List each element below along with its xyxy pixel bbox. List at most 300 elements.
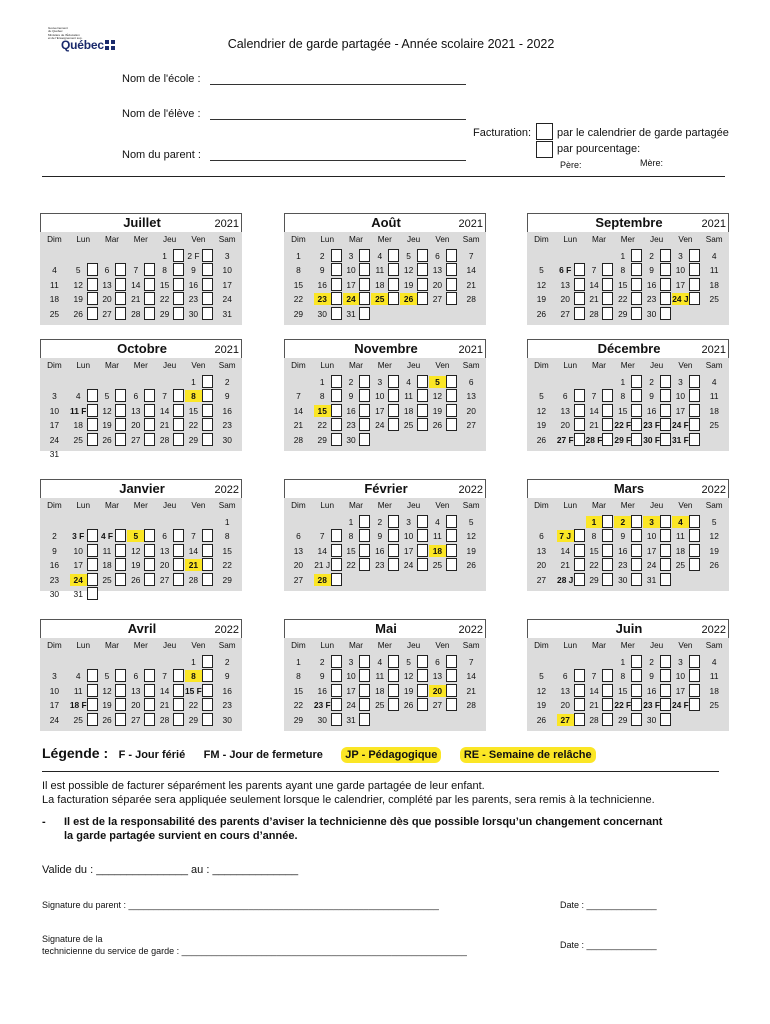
day-checkbox[interactable]	[359, 249, 370, 262]
day-checkbox[interactable]	[87, 389, 98, 402]
day-checkbox[interactable]	[689, 684, 700, 697]
day-checkbox[interactable]	[331, 544, 342, 557]
day-checkbox[interactable]	[87, 292, 98, 305]
day-checkbox[interactable]	[631, 292, 642, 305]
day-checkbox[interactable]	[631, 558, 642, 571]
day-checkbox[interactable]	[689, 404, 700, 417]
day-checkbox[interactable]	[173, 263, 184, 276]
day-checkbox[interactable]	[631, 375, 642, 388]
validity-field[interactable]: Valide du : _______________ au : ______________	[42, 864, 299, 876]
day-checkbox[interactable]	[574, 389, 585, 402]
day-cell	[314, 684, 331, 697]
student-field[interactable]	[210, 119, 466, 120]
month-year: 2021	[701, 218, 726, 230]
day-checkbox[interactable]	[359, 544, 370, 557]
day-checkbox[interactable]	[602, 698, 613, 711]
day-checkbox[interactable]	[689, 669, 700, 682]
day-checkbox[interactable]	[202, 263, 213, 276]
day-checkbox[interactable]	[173, 249, 184, 262]
day-checkbox[interactable]	[574, 529, 585, 542]
day-checkbox[interactable]	[359, 389, 370, 402]
day-checkbox[interactable]	[87, 573, 98, 586]
day-checkbox[interactable]	[144, 263, 155, 276]
day-checkbox[interactable]	[446, 544, 457, 557]
day-checkbox[interactable]	[574, 558, 585, 571]
parent-signature-field[interactable]: Signature du parent : ______________________________________________________________	[42, 900, 439, 910]
day-checkbox[interactable]	[388, 515, 399, 528]
day-checkbox[interactable]	[388, 529, 399, 542]
day-checkbox[interactable]	[87, 404, 98, 417]
day-checkbox[interactable]	[144, 433, 155, 446]
day-checkbox[interactable]	[115, 307, 126, 320]
day-number: 10	[346, 671, 356, 682]
day-checkbox[interactable]	[87, 684, 98, 697]
day-checkbox[interactable]	[202, 249, 213, 262]
day-checkbox[interactable]	[689, 698, 700, 711]
day-checkbox[interactable]	[331, 389, 342, 402]
day-checkbox[interactable]	[660, 389, 671, 402]
day-checkbox[interactable]	[115, 713, 126, 726]
day-checkbox[interactable]	[574, 292, 585, 305]
day-checkbox[interactable]	[359, 669, 370, 682]
day-checkbox[interactable]	[87, 529, 98, 542]
day-checkbox[interactable]	[574, 669, 585, 682]
day-checkbox[interactable]	[631, 515, 642, 528]
day-checkbox[interactable]	[202, 544, 213, 557]
day-checkbox[interactable]	[660, 713, 671, 726]
day-checkbox[interactable]	[660, 544, 671, 557]
day-checkbox[interactable]	[446, 249, 457, 262]
day-checkbox[interactable]	[446, 404, 457, 417]
day-cell	[214, 515, 241, 528]
day-checkbox[interactable]	[331, 375, 342, 388]
day-checkbox[interactable]	[202, 558, 213, 571]
day-checkbox[interactable]	[602, 404, 613, 417]
day-checkbox[interactable]	[173, 433, 184, 446]
day-checkbox[interactable]	[689, 655, 700, 668]
weekday-label: Mar	[348, 641, 364, 650]
day-checkbox[interactable]	[388, 389, 399, 402]
day-checkbox[interactable]	[388, 684, 399, 697]
day-number: 5	[539, 671, 544, 682]
day-checkbox[interactable]	[689, 558, 700, 571]
day-number: 22	[317, 420, 327, 431]
day-checkbox[interactable]	[359, 684, 370, 697]
day-checkbox[interactable]	[115, 433, 126, 446]
day-checkbox[interactable]	[602, 292, 613, 305]
day-checkbox[interactable]	[115, 418, 126, 431]
day-checkbox[interactable]	[87, 587, 98, 600]
tech-date-field[interactable]: Date : ______________	[560, 940, 657, 950]
day-number: 30	[646, 714, 657, 725]
day-checkbox[interactable]	[202, 404, 213, 417]
month-year: 2021	[701, 344, 726, 356]
day-checkbox[interactable]	[331, 292, 342, 305]
day-checkbox[interactable]	[115, 684, 126, 697]
day-checkbox[interactable]	[87, 307, 98, 320]
day-checkbox[interactable]	[144, 307, 155, 320]
day-number: 22 F	[614, 420, 632, 431]
day-checkbox[interactable]	[631, 544, 642, 557]
day-cell	[371, 529, 388, 542]
day-checkbox[interactable]	[602, 263, 613, 276]
day-checkbox[interactable]	[144, 573, 155, 586]
day-checkbox[interactable]	[660, 698, 671, 711]
day-checkbox[interactable]	[202, 684, 213, 697]
day-checkbox[interactable]	[574, 713, 585, 726]
day-checkbox[interactable]	[689, 529, 700, 542]
day-checkbox[interactable]	[87, 263, 98, 276]
day-checkbox[interactable]	[602, 433, 613, 446]
day-checkbox[interactable]	[689, 544, 700, 557]
day-checkbox[interactable]	[660, 433, 671, 446]
day-number: 19	[73, 294, 83, 305]
day-checkbox[interactable]	[660, 307, 671, 320]
day-checkbox[interactable]	[331, 404, 342, 417]
day-checkbox[interactable]	[689, 292, 700, 305]
day-checkbox[interactable]	[202, 669, 213, 682]
day-checkbox[interactable]	[660, 278, 671, 291]
day-checkbox[interactable]	[331, 684, 342, 697]
day-checkbox[interactable]	[602, 278, 613, 291]
day-checkbox[interactable]	[359, 433, 370, 446]
day-checkbox[interactable]	[359, 515, 370, 528]
day-checkbox[interactable]	[417, 684, 428, 697]
day-checkbox[interactable]	[417, 669, 428, 682]
day-checkbox[interactable]	[202, 278, 213, 291]
day-checkbox[interactable]	[87, 544, 98, 557]
day-checkbox[interactable]	[660, 573, 671, 586]
day-checkbox[interactable]	[602, 418, 613, 431]
day-checkbox[interactable]	[173, 698, 184, 711]
day-checkbox[interactable]	[574, 404, 585, 417]
day-checkbox[interactable]	[202, 389, 213, 402]
day-checkbox[interactable]	[359, 655, 370, 668]
day-checkbox[interactable]	[359, 375, 370, 388]
day-checkbox[interactable]	[331, 263, 342, 276]
day-checkbox[interactable]	[173, 389, 184, 402]
day-checkbox[interactable]	[202, 418, 213, 431]
day-checkbox[interactable]	[446, 529, 457, 542]
billing-percent-checkbox[interactable]	[536, 141, 553, 158]
parent-field[interactable]	[210, 160, 466, 161]
day-checkbox[interactable]	[689, 418, 700, 431]
day-checkbox[interactable]	[202, 529, 213, 542]
day-checkbox[interactable]	[574, 263, 585, 276]
day-checkbox[interactable]	[388, 655, 399, 668]
day-checkbox[interactable]	[359, 418, 370, 431]
weekday-label: Lun	[320, 641, 335, 650]
day-checkbox[interactable]	[388, 249, 399, 262]
day-checkbox[interactable]	[689, 515, 700, 528]
day-checkbox[interactable]	[446, 558, 457, 571]
day-checkbox[interactable]	[115, 529, 126, 542]
day-number: 4 F	[100, 531, 114, 542]
day-checkbox[interactable]	[173, 684, 184, 697]
day-checkbox[interactable]	[87, 698, 98, 711]
day-checkbox[interactable]	[331, 307, 342, 320]
day-checkbox[interactable]	[359, 307, 370, 320]
day-checkbox[interactable]	[202, 433, 213, 446]
day-checkbox[interactable]	[331, 713, 342, 726]
day-checkbox[interactable]	[388, 292, 399, 305]
day-checkbox[interactable]	[602, 529, 613, 542]
day-checkbox[interactable]	[660, 669, 671, 682]
day-checkbox[interactable]	[631, 698, 642, 711]
day-checkbox[interactable]	[388, 698, 399, 711]
day-checkbox[interactable]	[115, 292, 126, 305]
day-checkbox[interactable]	[417, 404, 428, 417]
day-checkbox[interactable]	[359, 292, 370, 305]
billing-calendar-checkbox[interactable]	[536, 123, 553, 140]
day-checkbox[interactable]	[602, 544, 613, 557]
day-checkbox[interactable]	[173, 292, 184, 305]
day-checkbox[interactable]	[173, 307, 184, 320]
day-checkbox[interactable]	[359, 263, 370, 276]
day-checkbox[interactable]	[173, 278, 184, 291]
day-checkbox[interactable]	[173, 529, 184, 542]
day-checkbox[interactable]	[446, 418, 457, 431]
day-checkbox[interactable]	[115, 278, 126, 291]
day-checkbox[interactable]	[446, 655, 457, 668]
day-checkbox[interactable]	[331, 573, 342, 586]
day-checkbox[interactable]	[115, 558, 126, 571]
day-checkbox[interactable]	[602, 307, 613, 320]
day-checkbox[interactable]	[631, 278, 642, 291]
day-checkbox[interactable]	[202, 713, 213, 726]
day-checkbox[interactable]	[631, 529, 642, 542]
day-checkbox[interactable]	[417, 558, 428, 571]
day-checkbox[interactable]	[359, 278, 370, 291]
day-checkbox[interactable]	[115, 544, 126, 557]
day-checkbox[interactable]	[144, 418, 155, 431]
day-checkbox[interactable]	[689, 389, 700, 402]
day-checkbox[interactable]	[202, 573, 213, 586]
day-checkbox[interactable]	[331, 418, 342, 431]
day-number: 13	[131, 405, 141, 416]
parent-date-field[interactable]: Date : ______________	[560, 900, 657, 910]
day-checkbox[interactable]	[173, 544, 184, 557]
day-checkbox[interactable]	[689, 278, 700, 291]
day-checkbox[interactable]	[446, 669, 457, 682]
day-checkbox[interactable]	[144, 278, 155, 291]
day-checkbox[interactable]	[660, 418, 671, 431]
day-cell	[458, 292, 485, 305]
day-checkbox[interactable]	[631, 307, 642, 320]
day-checkbox[interactable]	[446, 278, 457, 291]
day-checkbox[interactable]	[388, 278, 399, 291]
tech-signature-field[interactable]: technicienne du service de garde : _________________________________________________________	[42, 946, 467, 956]
day-checkbox[interactable]	[331, 529, 342, 542]
day-checkbox[interactable]	[417, 698, 428, 711]
day-checkbox[interactable]	[144, 669, 155, 682]
day-checkbox[interactable]	[173, 669, 184, 682]
day-checkbox[interactable]	[417, 292, 428, 305]
day-checkbox[interactable]	[631, 573, 642, 586]
day-checkbox[interactable]	[144, 698, 155, 711]
day-number: 15	[188, 405, 199, 416]
day-checkbox[interactable]	[602, 558, 613, 571]
day-checkbox[interactable]	[331, 433, 342, 446]
day-checkbox[interactable]	[144, 404, 155, 417]
day-checkbox[interactable]	[202, 307, 213, 320]
day-number: 10	[73, 545, 83, 556]
day-checkbox[interactable]	[602, 389, 613, 402]
day-checkbox[interactable]	[574, 698, 585, 711]
day-checkbox[interactable]	[631, 669, 642, 682]
day-checkbox[interactable]	[87, 669, 98, 682]
day-checkbox[interactable]	[446, 684, 457, 697]
day-checkbox[interactable]	[202, 375, 213, 388]
day-number: 17	[675, 405, 686, 416]
day-checkbox[interactable]	[574, 573, 585, 586]
day-checkbox[interactable]	[173, 573, 184, 586]
day-number: 6	[562, 391, 568, 402]
day-number: 20	[131, 420, 141, 431]
day-checkbox[interactable]	[331, 698, 342, 711]
day-checkbox[interactable]	[689, 249, 700, 262]
day-checkbox[interactable]	[417, 375, 428, 388]
weekday-label: Dim	[291, 641, 306, 650]
school-field[interactable]	[210, 84, 466, 85]
day-checkbox[interactable]	[446, 698, 457, 711]
day-checkbox[interactable]	[87, 558, 98, 571]
day-checkbox[interactable]	[115, 573, 126, 586]
day-checkbox[interactable]	[417, 655, 428, 668]
day-cell	[614, 713, 631, 726]
day-checkbox[interactable]	[417, 529, 428, 542]
day-checkbox[interactable]	[115, 698, 126, 711]
day-checkbox[interactable]	[417, 515, 428, 528]
day-checkbox[interactable]	[115, 389, 126, 402]
day-checkbox[interactable]	[388, 544, 399, 557]
day-checkbox[interactable]	[115, 669, 126, 682]
day-checkbox[interactable]	[417, 418, 428, 431]
day-checkbox[interactable]	[144, 684, 155, 697]
day-checkbox[interactable]	[602, 713, 613, 726]
day-checkbox[interactable]	[115, 404, 126, 417]
day-checkbox[interactable]	[144, 713, 155, 726]
day-checkbox[interactable]	[202, 655, 213, 668]
day-checkbox[interactable]	[660, 292, 671, 305]
day-checkbox[interactable]	[359, 404, 370, 417]
day-checkbox[interactable]	[574, 278, 585, 291]
day-checkbox[interactable]	[417, 389, 428, 402]
day-checkbox[interactable]	[331, 249, 342, 262]
day-checkbox[interactable]	[388, 669, 399, 682]
day-checkbox[interactable]	[631, 263, 642, 276]
day-checkbox[interactable]	[87, 433, 98, 446]
day-checkbox[interactable]	[388, 263, 399, 276]
day-checkbox[interactable]	[173, 713, 184, 726]
day-cell	[701, 249, 728, 262]
day-checkbox[interactable]	[446, 389, 457, 402]
day-checkbox[interactable]	[660, 515, 671, 528]
day-checkbox[interactable]	[574, 418, 585, 431]
day-checkbox[interactable]	[388, 404, 399, 417]
day-checkbox[interactable]	[574, 544, 585, 557]
day-checkbox[interactable]	[87, 418, 98, 431]
day-checkbox[interactable]	[660, 558, 671, 571]
day-checkbox[interactable]	[689, 263, 700, 276]
day-checkbox[interactable]	[689, 433, 700, 446]
day-checkbox[interactable]	[417, 263, 428, 276]
day-checkbox[interactable]	[660, 655, 671, 668]
day-checkbox[interactable]	[144, 529, 155, 542]
day-checkbox[interactable]	[631, 404, 642, 417]
day-checkbox[interactable]	[388, 418, 399, 431]
day-checkbox[interactable]	[144, 544, 155, 557]
day-checkbox[interactable]	[173, 558, 184, 571]
day-checkbox[interactable]	[446, 263, 457, 276]
day-cell	[156, 263, 173, 276]
day-checkbox[interactable]	[331, 558, 342, 571]
day-checkbox[interactable]	[331, 278, 342, 291]
day-checkbox[interactable]	[417, 544, 428, 557]
day-number: 11 F	[70, 405, 87, 416]
day-checkbox[interactable]	[446, 292, 457, 305]
day-checkbox[interactable]	[689, 375, 700, 388]
day-checkbox[interactable]	[446, 515, 457, 528]
day-checkbox[interactable]	[87, 713, 98, 726]
day-checkbox[interactable]	[417, 278, 428, 291]
day-checkbox[interactable]	[631, 684, 642, 697]
day-checkbox[interactable]	[631, 418, 642, 431]
day-checkbox[interactable]	[660, 404, 671, 417]
day-checkbox[interactable]	[331, 669, 342, 682]
day-checkbox[interactable]	[631, 433, 642, 446]
day-checkbox[interactable]	[331, 655, 342, 668]
day-checkbox[interactable]	[660, 529, 671, 542]
day-checkbox[interactable]	[602, 669, 613, 682]
day-checkbox[interactable]	[574, 307, 585, 320]
day-checkbox[interactable]	[144, 389, 155, 402]
day-number: 15	[293, 279, 304, 290]
day-checkbox[interactable]	[173, 418, 184, 431]
day-checkbox[interactable]	[631, 389, 642, 402]
day-checkbox[interactable]	[87, 278, 98, 291]
day-checkbox[interactable]	[631, 249, 642, 262]
day-checkbox[interactable]	[359, 529, 370, 542]
day-checkbox[interactable]	[115, 263, 126, 276]
day-checkbox[interactable]	[446, 375, 457, 388]
day-checkbox[interactable]	[359, 558, 370, 571]
day-checkbox[interactable]	[660, 263, 671, 276]
day-checkbox[interactable]	[660, 684, 671, 697]
day-number: 25	[403, 420, 414, 431]
day-checkbox[interactable]	[660, 375, 671, 388]
day-checkbox[interactable]	[359, 698, 370, 711]
day-checkbox[interactable]	[574, 684, 585, 697]
day-checkbox[interactable]	[631, 655, 642, 668]
day-checkbox[interactable]	[417, 249, 428, 262]
day-checkbox[interactable]	[144, 558, 155, 571]
day-checkbox[interactable]	[660, 249, 671, 262]
day-checkbox[interactable]	[173, 404, 184, 417]
day-checkbox[interactable]	[144, 292, 155, 305]
day-checkbox[interactable]	[359, 713, 370, 726]
day-number: 1	[296, 657, 301, 667]
day-checkbox[interactable]	[631, 713, 642, 726]
day-checkbox[interactable]	[388, 375, 399, 388]
day-checkbox[interactable]	[202, 292, 213, 305]
day-checkbox[interactable]	[602, 515, 613, 528]
day-checkbox[interactable]	[202, 698, 213, 711]
day-checkbox[interactable]	[388, 558, 399, 571]
day-checkbox[interactable]	[574, 433, 585, 446]
day-checkbox[interactable]	[602, 684, 613, 697]
day-checkbox[interactable]	[602, 573, 613, 586]
